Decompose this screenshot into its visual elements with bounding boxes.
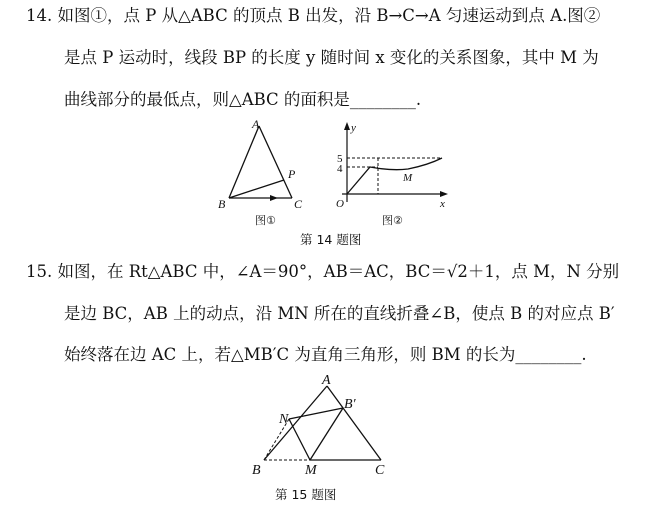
q14-figure-1 [212, 116, 312, 214]
q15-figure-caption: 第 15 题图 [275, 487, 337, 502]
q14-fig2-graph [347, 158, 442, 194]
q14-fig1-arrow [270, 195, 278, 201]
q14-fig1-caption: 图① [255, 214, 276, 227]
q14-fig2-caption: 图② [382, 214, 403, 227]
q14-fig2-label-4: 4 [337, 163, 343, 175]
q14-figure-caption: 第 14 题图 [300, 232, 362, 247]
q15-segment-NB-prime [289, 408, 343, 419]
q14-fig2-y-arrow [344, 122, 350, 130]
q14-figure-2 [330, 118, 455, 214]
q14-fig2-x-arrow [440, 191, 448, 197]
q15-label-M: M [305, 463, 317, 478]
q14-fig1-label-A: A [252, 117, 260, 131]
q14-fig2-label-O: O [336, 198, 344, 210]
q14-fig2-label-x: x [440, 198, 445, 210]
q15-line-1: 15. 如图，在 Rt△ABC 中，∠A＝90°，AB＝AC，BC＝√2＋1，点 M，N 分别 [26, 262, 620, 281]
q15-segment-NM [289, 419, 310, 460]
q14-fig2-label-y: y [351, 122, 356, 134]
q14-fig1-side-AB [229, 126, 259, 198]
q14-fig1-segment-BP [229, 180, 284, 198]
q15-label-B: B [252, 463, 261, 478]
q14-line-3: 曲线部分的最低点，则△ABC 的面积是________. [64, 90, 422, 109]
q14-fig1-label-C: C [294, 197, 303, 211]
q15-label-B-prime: B′ [344, 397, 356, 412]
q15-label-N: N [279, 412, 289, 427]
q15-figure [244, 374, 394, 482]
q14-fig2-label-5: 5 [337, 153, 343, 165]
q15-segment-MB-prime [310, 408, 343, 460]
q14-line-2: 是点 P 运动时，线段 BP 的长度 y 随时间 x 变化的关系图象，其中 M 为 [64, 48, 599, 67]
q14-line-1: 14. 如图①，点 P 从△ABC 的顶点 B 出发，沿 B→C→A 匀速运动到点 A.图② [26, 6, 601, 25]
q15-line-3: 始终落在边 AC 上，若△MB′C 为直角三角形，则 BM 的长为________. [64, 345, 587, 364]
q15-label-A: A [322, 374, 331, 388]
q14-fig2-label-M: M [403, 172, 413, 184]
q15-label-C: C [375, 463, 385, 478]
q14-fig1-label-B: B [218, 197, 226, 211]
q15-line-2: 是边 BC，AB 上的动点，沿 MN 所在的直线折叠∠B，使点 B 的对应点 B′ [64, 304, 615, 323]
q14-fig1-label-P: P [288, 167, 296, 181]
